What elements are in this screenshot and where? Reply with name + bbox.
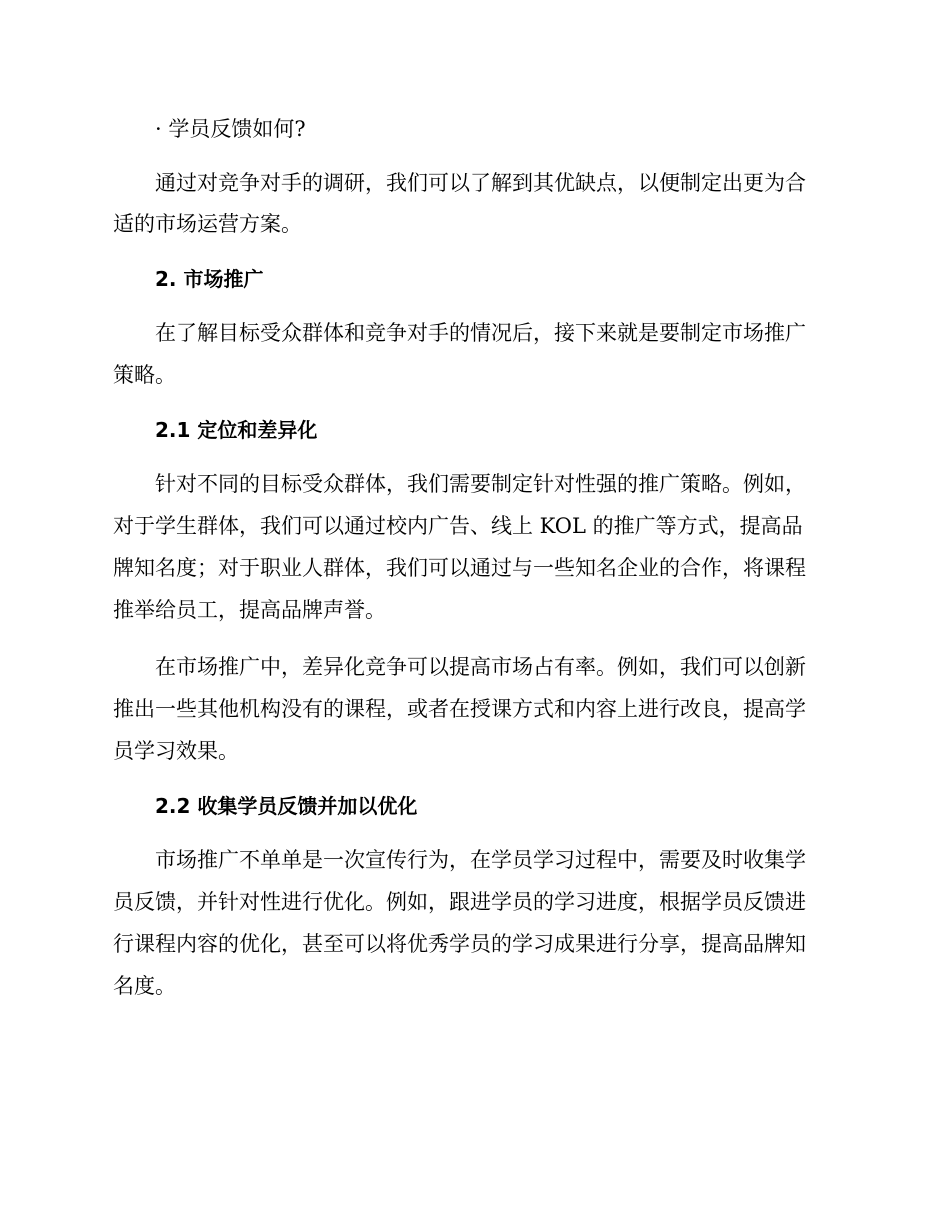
paragraph-line: 推出一些其他机构没有的课程，或者在授课方式和内容上进行改良，提高学 [113,697,806,721]
paragraph-line: 在了解目标受众群体和竞争对手的情况后，接下来就是要制定市场推广 [155,321,806,345]
paragraph-line: 在市场推广中，差异化竞争可以提高市场占有率。例如，我们可以创新 [155,655,806,679]
paragraph-line: 市场推广不单单是一次宣传行为，在学员学习过程中，需要及时收集学 [155,848,806,872]
section-heading-2-1: 2.1 定位和差异化 [155,418,318,442]
paragraph-line: 名度。 [113,974,176,998]
paragraph-line: 员学习效果。 [113,739,239,763]
paragraph-line: 员反馈，并针对性进行优化。例如，跟进学员的学习进度，根据学员反馈进 [113,890,806,914]
paragraph-line: 通过对竞争对手的调研，我们可以了解到其优缺点，以便制定出更为合 [155,171,806,195]
bullet-item: · 学员反馈如何? [155,117,306,141]
paragraph-line: 策略。 [113,363,176,387]
paragraph-line: 适的市场运营方案。 [113,212,302,236]
paragraph-line: 针对不同的目标受众群体，我们需要制定针对性强的推广策略。例如， [155,472,806,496]
paragraph-line: 行课程内容的优化，甚至可以将优秀学员的学习成果进行分享，提高品牌知 [113,932,806,956]
section-heading-2-2: 2.2 收集学员反馈并加以优化 [155,794,418,818]
paragraph-line: 推举给员工，提高品牌声誉。 [113,598,386,622]
paragraph-line: 牌知名度；对于职业人群体，我们可以通过与一些知名企业的合作，将课程 [113,556,806,580]
paragraph-line: 对于学生群体，我们可以通过校内广告、线上 KOL 的推广等方式，提高品 [113,514,803,538]
section-heading-2: 2. 市场推广 [155,267,264,291]
